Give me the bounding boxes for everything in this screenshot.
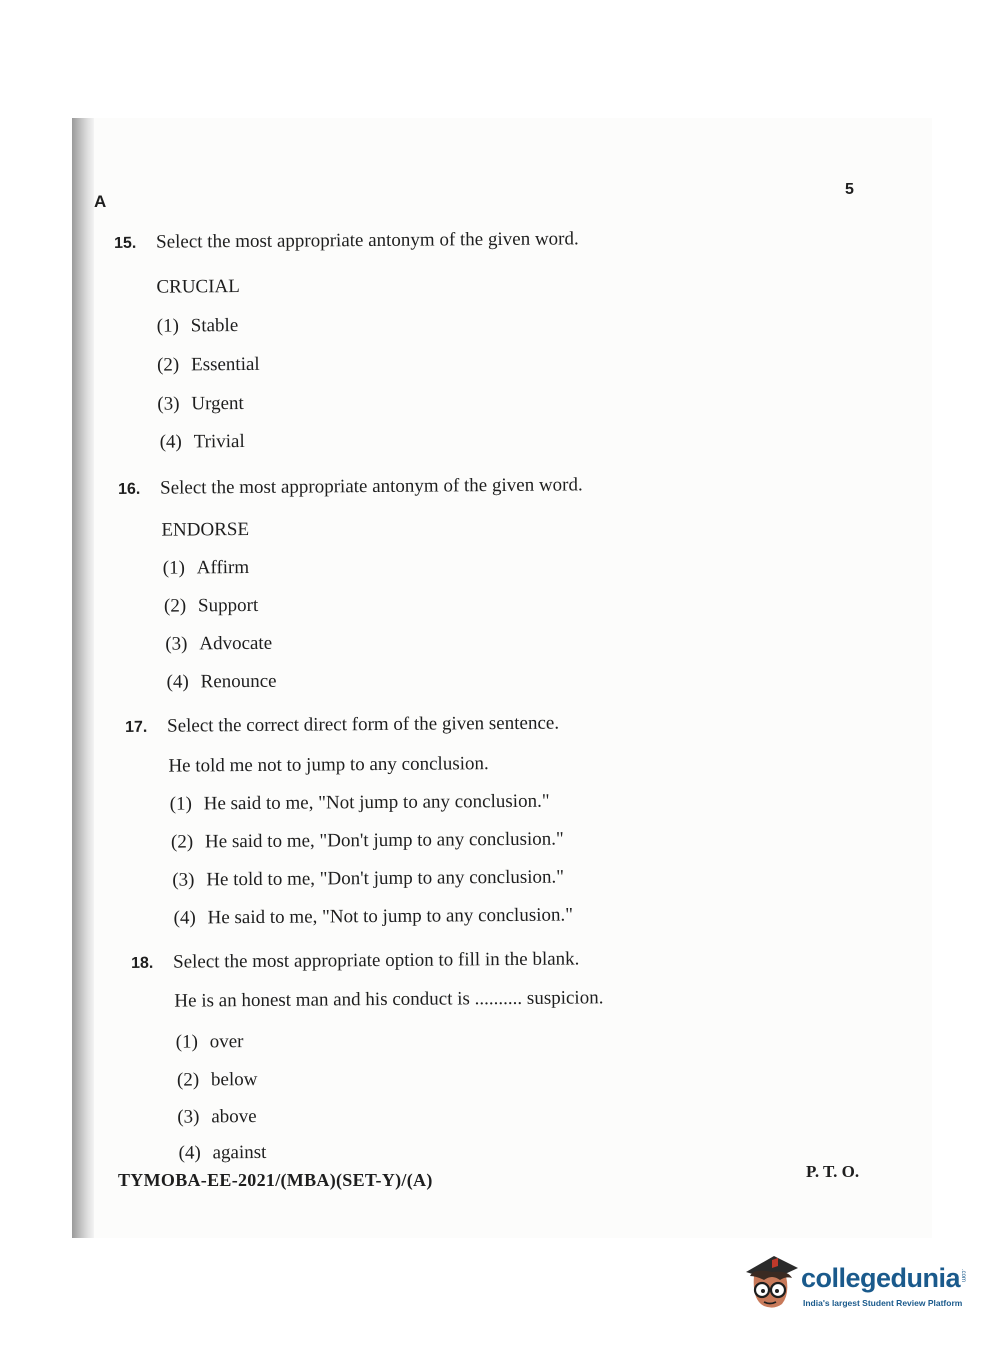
option-1 bbox=[170, 791, 550, 816]
option-number: (1) bbox=[156, 315, 179, 337]
option-text: He said to me, "Don't jump to any conclusion." bbox=[204, 828, 564, 853]
question-number: 18. bbox=[131, 954, 154, 972]
option-1 bbox=[163, 557, 250, 580]
question-17 bbox=[125, 712, 574, 929]
question-sentence: He is an honest man and his conduct is .......... suspicion. bbox=[174, 987, 604, 1012]
page-number: 5 bbox=[845, 181, 854, 198]
please-turn-over: P. T. O. bbox=[806, 1162, 860, 1181]
question-prompt-line bbox=[131, 948, 579, 974]
question-sentence: He told me not to jump to any conclusion. bbox=[168, 753, 489, 777]
logo-dotcom: .com bbox=[960, 1269, 966, 1283]
option-text: over bbox=[209, 1031, 244, 1053]
option-text: above bbox=[211, 1106, 257, 1128]
option-text: Essential bbox=[190, 353, 260, 376]
question-prompt: Select the most appropriate antonym of the given word. bbox=[159, 474, 583, 499]
option-number: (3) bbox=[157, 393, 180, 415]
option-number: (2) bbox=[170, 831, 194, 853]
collegedunia-logo bbox=[742, 1250, 968, 1320]
question-word: CRUCIAL bbox=[156, 276, 240, 298]
option-4 bbox=[178, 1142, 266, 1165]
option-text: Advocate bbox=[199, 632, 273, 655]
option-number: (1) bbox=[175, 1031, 198, 1053]
question-15 bbox=[114, 228, 579, 453]
option-number: (4) bbox=[178, 1142, 201, 1164]
option-4 bbox=[167, 671, 277, 694]
question-number: 17. bbox=[125, 718, 148, 736]
option-4 bbox=[160, 431, 245, 454]
option-3 bbox=[165, 633, 272, 656]
option-2 bbox=[177, 1069, 258, 1092]
option-text: Affirm bbox=[196, 556, 250, 579]
question-prompt: Select the most appropriate antonym of the given word. bbox=[155, 228, 579, 253]
question-number: 15. bbox=[114, 234, 137, 252]
option-2 bbox=[171, 829, 564, 854]
question-prompt-line bbox=[125, 713, 559, 738]
option-1 bbox=[157, 315, 239, 338]
option-text: Trivial bbox=[193, 430, 245, 453]
option-text: Urgent bbox=[191, 392, 244, 415]
question-prompt: Select the correct direct form of the given sentence. bbox=[166, 712, 560, 737]
paper-code: TYMOBA-EE-2021/(MBA)(SET-Y)/(A) bbox=[118, 1170, 433, 1190]
option-number: (3) bbox=[165, 633, 188, 655]
logo-wordmark: collegedunia bbox=[801, 1263, 961, 1293]
question-prompt-line bbox=[114, 228, 579, 254]
logo-tagline: India's largest Student Review Platform bbox=[803, 1298, 963, 1308]
option-text: He told to me, "Don't jump to any conclusion." bbox=[206, 866, 565, 891]
option-2 bbox=[157, 354, 260, 377]
option-text: below bbox=[210, 1069, 258, 1091]
option-3 bbox=[172, 867, 564, 892]
binding-shadow bbox=[72, 118, 94, 1238]
question-number: 16. bbox=[118, 480, 141, 498]
question-18 bbox=[131, 948, 604, 1164]
option-text: Renounce bbox=[200, 670, 277, 693]
option-2 bbox=[164, 595, 258, 618]
set-letter: A bbox=[94, 192, 107, 211]
option-number: (2) bbox=[163, 595, 187, 617]
question-word: ENDORSE bbox=[161, 518, 250, 541]
option-4 bbox=[174, 904, 574, 929]
option-text: Stable bbox=[190, 315, 239, 337]
option-3 bbox=[157, 393, 244, 416]
option-number: (3) bbox=[172, 869, 195, 891]
question-prompt-line bbox=[118, 474, 583, 500]
option-number: (4) bbox=[173, 907, 196, 929]
option-number: (4) bbox=[166, 671, 189, 693]
option-text: He said to me, "Not to jump to any conclusion." bbox=[207, 904, 574, 929]
option-text: Support bbox=[197, 594, 259, 617]
mascot-icon bbox=[742, 1250, 798, 1312]
option-number: (1) bbox=[169, 793, 192, 815]
question-16 bbox=[118, 474, 583, 693]
question-prompt: Select the most appropriate option to fill in the blank. bbox=[172, 948, 580, 973]
option-text: He said to me, "Not jump to any conclusion." bbox=[203, 790, 550, 815]
option-number: (2) bbox=[176, 1069, 200, 1091]
option-number: (1) bbox=[162, 557, 185, 579]
option-text: against bbox=[212, 1141, 267, 1164]
option-number: (4) bbox=[159, 431, 182, 453]
option-number: (2) bbox=[156, 354, 180, 376]
option-1 bbox=[176, 1031, 244, 1054]
option-3 bbox=[177, 1106, 257, 1129]
option-number: (3) bbox=[177, 1106, 200, 1128]
